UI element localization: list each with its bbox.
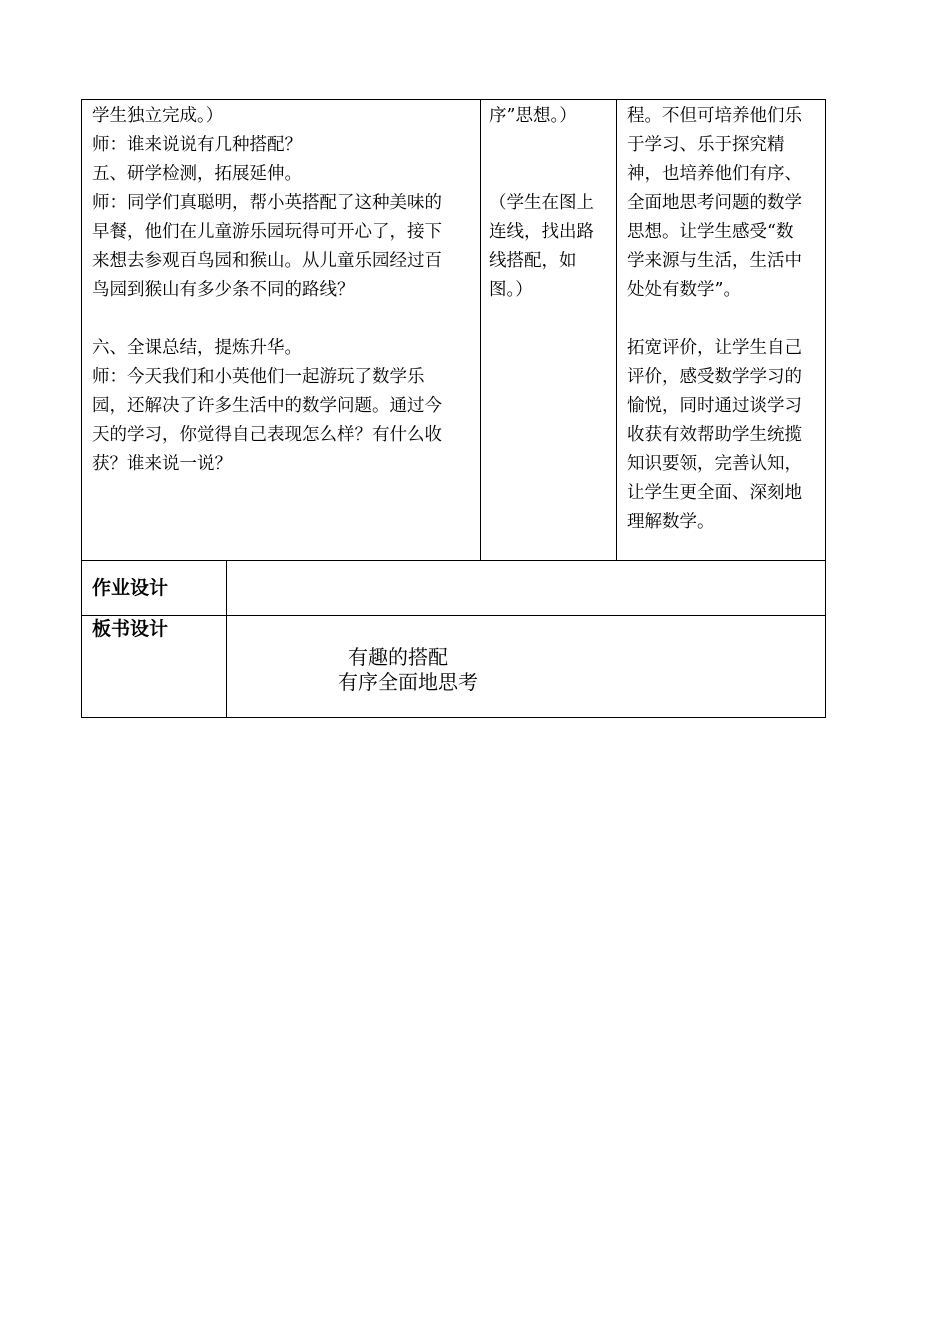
text-line: 师：今天我们和小英他们一起游玩了数学乐	[92, 367, 425, 387]
text-line: 早餐，他们在儿童游乐园玩得可开心了，接下	[92, 222, 442, 242]
text-line	[627, 305, 822, 334]
text-line: 于学习、乐于探究精	[627, 135, 785, 155]
text-line	[489, 131, 616, 160]
text-line: （学生在图上	[489, 193, 594, 213]
homework-label: 作业设计	[92, 577, 169, 599]
text-line: 理解数学。	[627, 512, 715, 532]
board-design-label: 板书设计	[92, 618, 169, 640]
teaching-process-cell	[92, 102, 480, 479]
text-line: 神，也培养他们有序、	[627, 164, 802, 184]
text-line: 让学生更全面、深刻地	[627, 483, 802, 503]
text-line: 程。不但可培养他们乐	[627, 106, 802, 126]
board-title: 有趣的搭配	[348, 645, 448, 669]
text-line: 园，还解决了许多生活中的数学问题。通过今	[92, 396, 442, 416]
text-line: 鸟园到猴山有多少条不同的路线？	[92, 280, 355, 300]
label-divider	[226, 560, 227, 717]
row-divider-2	[82, 615, 825, 616]
text-line: 连线，找出路	[489, 222, 594, 242]
text-line: 知识要领，完善认知，	[627, 454, 802, 474]
row-divider-1	[82, 560, 825, 561]
design-intent-cell	[627, 102, 822, 537]
text-line: 思想。让学生感受“数	[627, 222, 794, 242]
text-line: 学来源与生活，生活中	[627, 251, 802, 271]
text-line	[92, 305, 480, 334]
text-line: 学生独立完成。）	[92, 106, 224, 126]
text-line	[489, 160, 616, 189]
text-line: 愉悦，同时通过谈学习	[627, 396, 802, 416]
text-line: 六、全课总结，提炼升华。	[92, 338, 302, 358]
text-line: 序”思想。）	[489, 106, 577, 126]
text-line: 评价，感受数学学习的	[627, 367, 802, 387]
board-subtitle: 有序全面地思考	[338, 670, 478, 694]
text-line: 天的学习，你觉得自己表现怎么样？有什么收	[92, 425, 442, 445]
text-line: 获？谁来说一说？	[92, 454, 232, 474]
text-line: 拓宽评价，让学生自己	[627, 338, 802, 358]
text-line: 全面地思考问题的数学	[627, 193, 802, 213]
text-line: 师：同学们真聪明，帮小英搭配了这种美味的	[92, 193, 442, 213]
lesson-plan-table	[81, 99, 826, 718]
text-line: 处处有数学”。	[627, 280, 741, 300]
text-line: 五、研学检测，拓展延伸。	[92, 164, 302, 184]
text-line: 收获有效帮助学生统揽	[627, 425, 802, 445]
text-line: 来想去参观百鸟园和猴山。从儿童乐园经过百	[92, 251, 442, 271]
text-line: 线搭配，如	[489, 251, 577, 271]
col-divider-2	[616, 100, 617, 560]
col-divider-1	[480, 100, 481, 560]
text-line: 师：谁来说说有几种搭配？	[92, 135, 302, 155]
student-activity-cell	[489, 102, 616, 305]
text-line: 图。）	[489, 280, 533, 300]
